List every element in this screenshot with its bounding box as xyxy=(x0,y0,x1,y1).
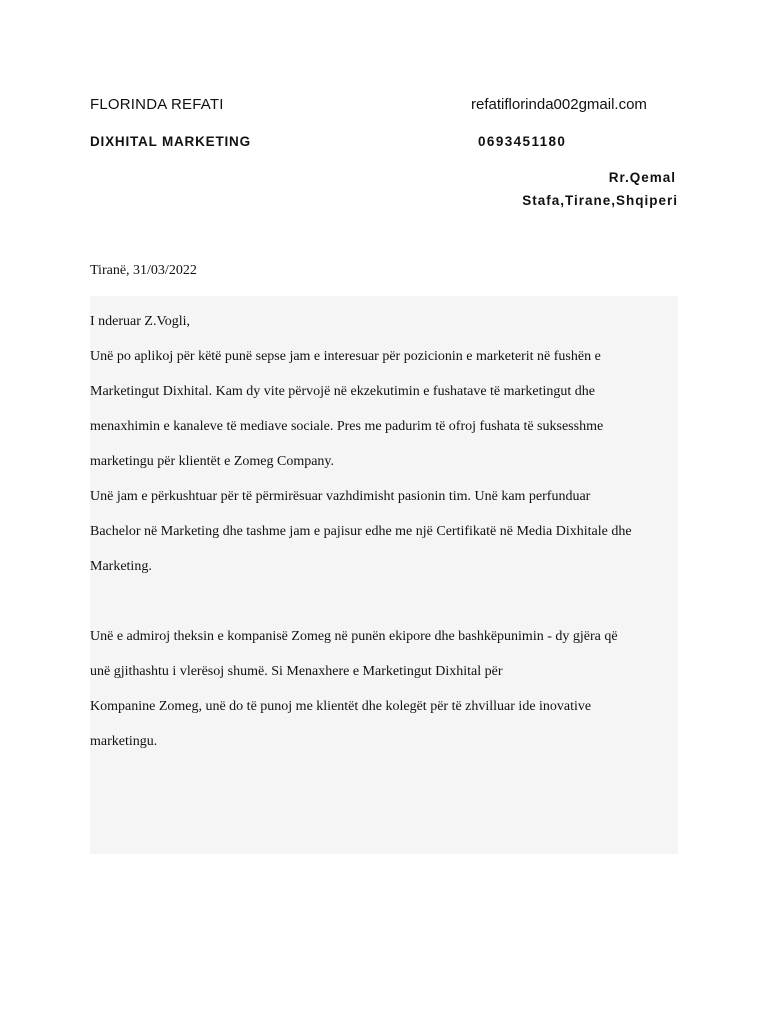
letter-line: marketingu. xyxy=(90,734,158,749)
letter-line: Kompanine Zomeg, unë do të punoj me klientët dhe kolegët për të zhvilluar ide inovative xyxy=(90,699,592,714)
sender-email: refatiflorinda002gmail.com xyxy=(471,96,647,113)
sender-name: FLORINDA REFATI xyxy=(90,96,224,113)
letter-line: Unë po aplikoj për këtë punë sepse jam e interesuar për pozicionin e marketerit në fushën e xyxy=(90,349,601,364)
letter-line: unë gjithashtu i vlerësoj shumë. Si Menaxhere e Marketingut Dixhital për xyxy=(90,664,503,679)
letter-line: Marketingut Dixhital. Kam dy vite përvojë në ekzekutimin e fushatave të marketingut dhe xyxy=(90,384,596,399)
sender-address-line1: Rr.Qemal xyxy=(608,170,676,185)
letter-line: marketingu për klientët e Zomeg Company. xyxy=(90,454,335,469)
letter-salutation: I nderuar Z.Vogli, xyxy=(90,314,191,329)
letter-date: Tiranë, 31/03/2022 xyxy=(90,263,197,278)
sender-title: DIXHITAL MARKETING xyxy=(90,134,251,149)
letter-line: menaxhimin e kanaleve të mediave sociale. Pres me padurim të ofroj fushata të suksesshme xyxy=(90,419,604,434)
letter-line: Bachelor në Marketing dhe tashme jam e pajisur edhe me një Certifikatë në Media Dixhitale dhe xyxy=(90,524,632,539)
sender-phone: 0693451180 xyxy=(478,134,567,149)
sender-address-line2: Stafa,Tirane,Shqiperi xyxy=(522,193,678,208)
letter-line: Unë e admiroj theksin e kompanisë Zomeg në punën ekipore dhe bashkëpunimin - dy gjëra që xyxy=(90,629,618,644)
letter-line: Unë jam e përkushtuar për të përmirësuar vazhdimisht pasionin tim. Unë kam perfunduar xyxy=(90,489,591,504)
letter-body-background xyxy=(90,296,678,854)
letter-line: Marketing. xyxy=(90,559,152,574)
